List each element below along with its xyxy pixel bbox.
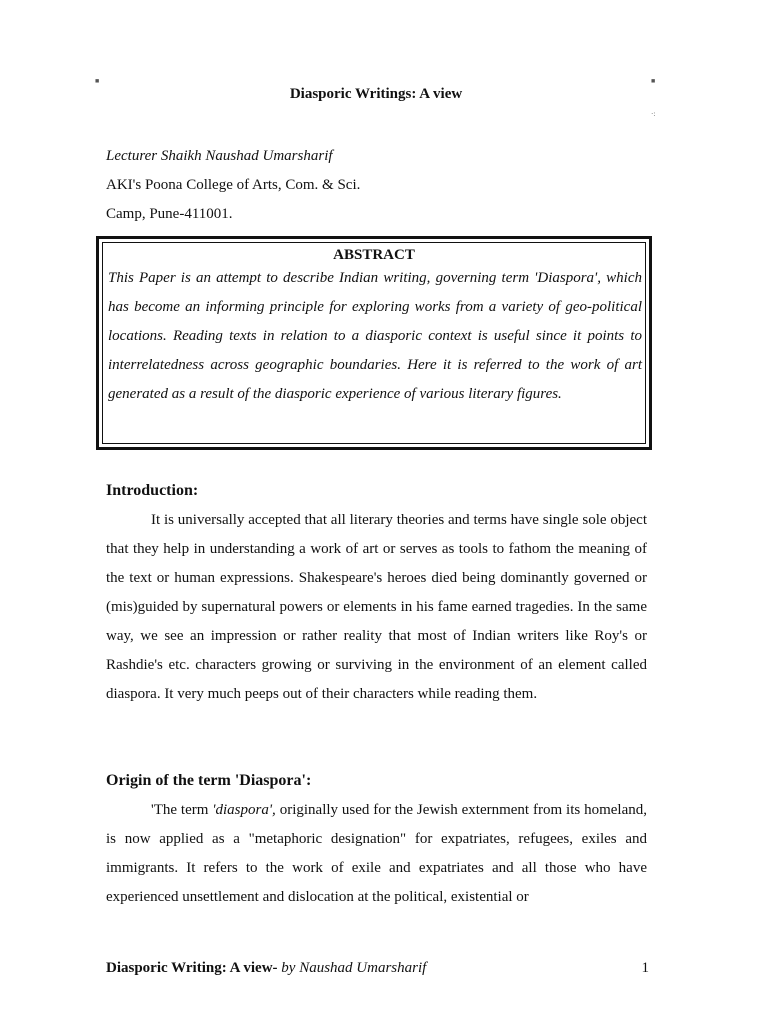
origin-paragraph-italic-term: 'diaspora', xyxy=(212,802,276,818)
abstract-box xyxy=(96,236,652,450)
section-heading-introduction: Introduction: xyxy=(106,482,199,499)
abstract-text: This Paper is an attempt to describe Indian writing, governing term 'Diaspora', which has become an informing principle for exploring works from a variety of geo-political locations. Reading texts in relation to a diasporic context is useful since it points to interrelatedness across geographic boundaries. Here it is referred to the work of art generated as a result of the diasporic experience of various literary figures. xyxy=(108,270,642,402)
origin-paragraph-rest: originally used for the Jewish externment from its homeland, is now applied as a "metaphoric designation" for expatriates, refugees, exiles and immigrants. It refers to the work of exile and expatriates and all those who have experienced unsettlement and dislocation at the political, existential or xyxy=(106,802,647,905)
section-body-introduction xyxy=(106,506,647,709)
introduction-paragraph: It is universally accepted that all literary theories and terms have single sole object that they help in understanding a work of art or serves as tools to fathom the meaning of the text or human expressions. Shakespeare's heroes died being dominantly governed or (mis)guided by supernatural powers or elements in his fame earned tragedies. In the same way, we see an impression or rather reality that most of Indian writers like Roy's or Rashdie's etc. characters growing or surviving in the environment of an element called diaspora. It very much peeps out of their characters while reading them. xyxy=(106,512,647,702)
section-heading-origin: Origin of the term 'Diaspora': xyxy=(106,772,312,789)
origin-paragraph-start: 'The term xyxy=(151,802,213,818)
origin-paragraph xyxy=(106,796,647,912)
corner-mark-left: ■ xyxy=(95,77,100,85)
author-address: Camp, Pune-411001. xyxy=(106,206,233,222)
abstract-inner-border xyxy=(102,242,646,444)
section-body-origin xyxy=(106,796,647,912)
page-footer xyxy=(106,960,649,977)
corner-mark-right: ■ xyxy=(651,77,656,85)
paper-title: Diasporic Writings: A view xyxy=(289,86,463,102)
abstract-heading: ABSTRACT xyxy=(333,247,415,263)
corner-mark-right-lower: ·: xyxy=(651,110,656,118)
page-number: 1 xyxy=(641,960,649,976)
author-name: Lecturer Shaikh Naushad Umarsharif xyxy=(106,148,333,164)
footer-author: by Naushad Umarsharif xyxy=(277,960,427,976)
footer-title: Diasporic Writing: A view- xyxy=(106,960,278,976)
author-affiliation: AKI's Poona College of Arts, Com. & Sci. xyxy=(106,177,361,193)
